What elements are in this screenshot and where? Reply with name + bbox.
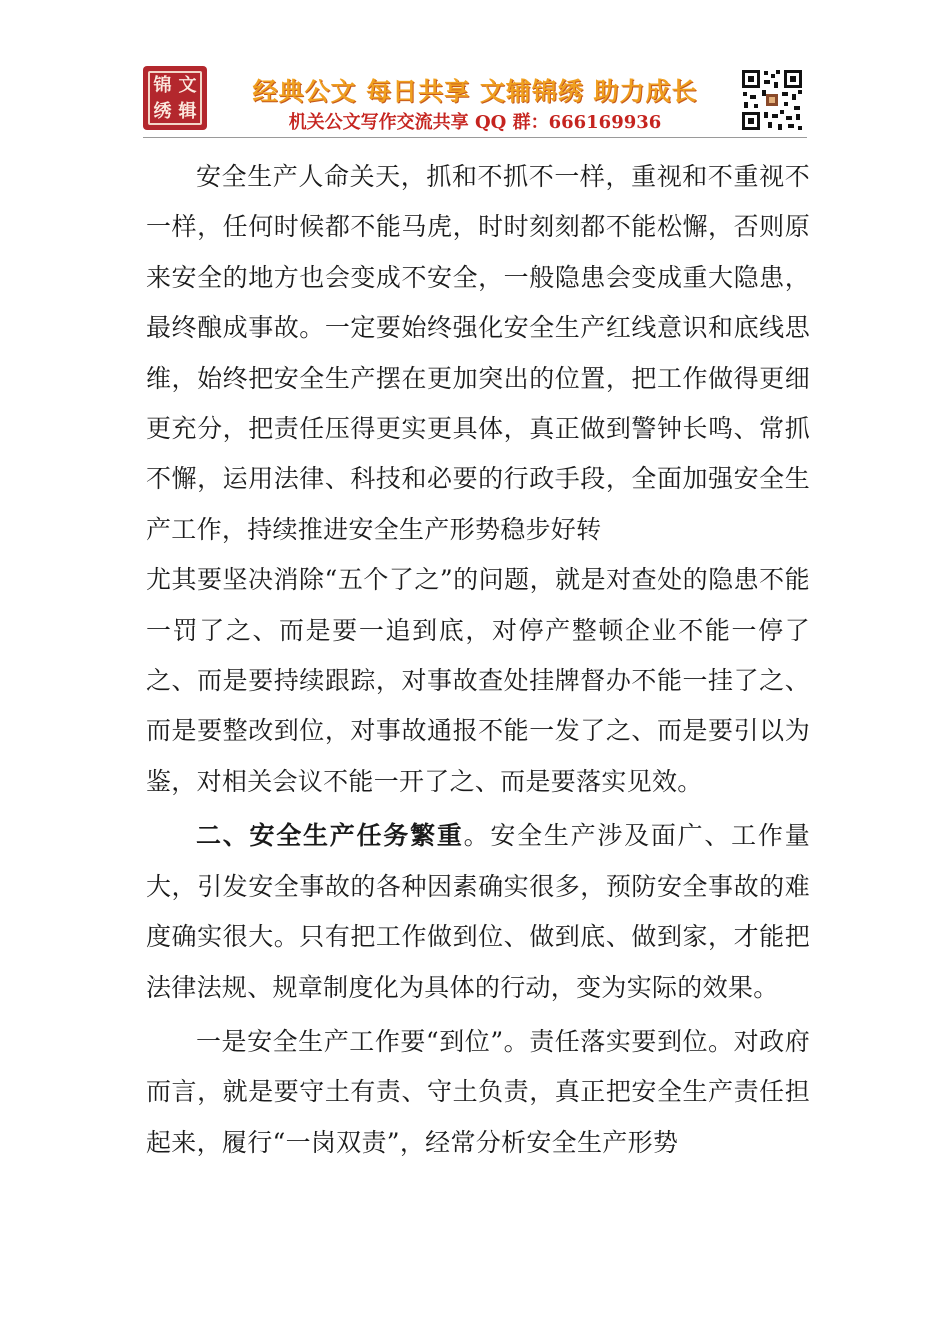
qr-code-icon (740, 68, 804, 132)
seal-char: 辑 (178, 101, 197, 122)
text-line: 钟长鸣、常抓不懈，运用法律、科技和必要的行政手段， (146, 414, 810, 494)
paragraph-point-1 (146, 1017, 810, 1168)
text-line: 全面加强安全生产工作，持续推进安全生产形势稳步好转 (146, 464, 810, 544)
text-line: 不一样，任何时候都不能马虎，时时刻刻都不能松懈，否 (146, 162, 810, 242)
text-line: 政府而言，就是要守土有责、守土负责，真正把安全生产 (146, 1026, 810, 1107)
document-header (0, 0, 950, 140)
header-qq-group: 机关公文写作交流共享 QQ 群：666169936 (288, 112, 662, 133)
paragraph-section-2 (146, 811, 810, 1013)
seal-char: 绣 (153, 101, 172, 122)
header-divider (143, 137, 807, 138)
seal-char: 文 (178, 75, 197, 96)
text-line: 和底线思维，始终把安全生产摆在更加突出的位置，把工 (146, 313, 810, 393)
text-line: 不能一罚了之、而是要一追到底，对停产整顿企业不能一 (146, 565, 810, 645)
seal-char: 锦 (153, 75, 172, 96)
text-line: 一是安全生产工作要“到位”。责任落实要到位。对 (196, 1026, 760, 1056)
seal-logo (143, 66, 207, 130)
text-line: 。安全生产涉及面广、工作量 (463, 821, 810, 851)
text-line: 尤其要坚决消除“五个了之”的问题，就是对查处的隐患 (146, 565, 760, 595)
section-heading: 二、安全生产任务繁重 (196, 821, 464, 851)
text-line: 作做得更细更充分，把责任压得更实更具体，真正做到警 (146, 363, 810, 444)
text-line: 大，引发安全事故的各种因素确实很多，预防安全事故的 (146, 871, 785, 901)
paragraph-safety-responsibility (146, 152, 810, 807)
text-line: 隐患，最终酿成事故。一定要始终强化安全生产红线意识 (146, 262, 811, 343)
text-line: 则原来安全的地方也会变成不安全，一般隐患会变成重大 (146, 212, 811, 292)
text-line: 要引以为鉴，对相关会议不能一开了之、而是要落实见效。 (146, 716, 810, 796)
document-body (146, 152, 810, 1168)
text-line: 果。 (727, 972, 779, 1002)
text-line: 责任担起来，履行“一岗双责”，经常分析安全生产形势 (146, 1077, 811, 1157)
text-line: 了之、而是要整改到位，对事故通报不能一发了之、而是 (146, 666, 811, 746)
header-slogan: 经典公文 每日共享 文辅锦绣 助力成长 (252, 77, 698, 106)
text-line: 能把法律法规、规章制度化为具体的行动，变为实际的效 (146, 922, 811, 1002)
text-line: 安全生产人命关天，抓和不抓不一样，重视和不重视 (196, 162, 785, 191)
text-line: 难度确实很大。只有把工作做到位、做到底、做到家，才 (146, 871, 810, 952)
text-line: 停了之、而是要持续跟踪，对事故查处挂牌督办不能一挂 (146, 615, 810, 696)
